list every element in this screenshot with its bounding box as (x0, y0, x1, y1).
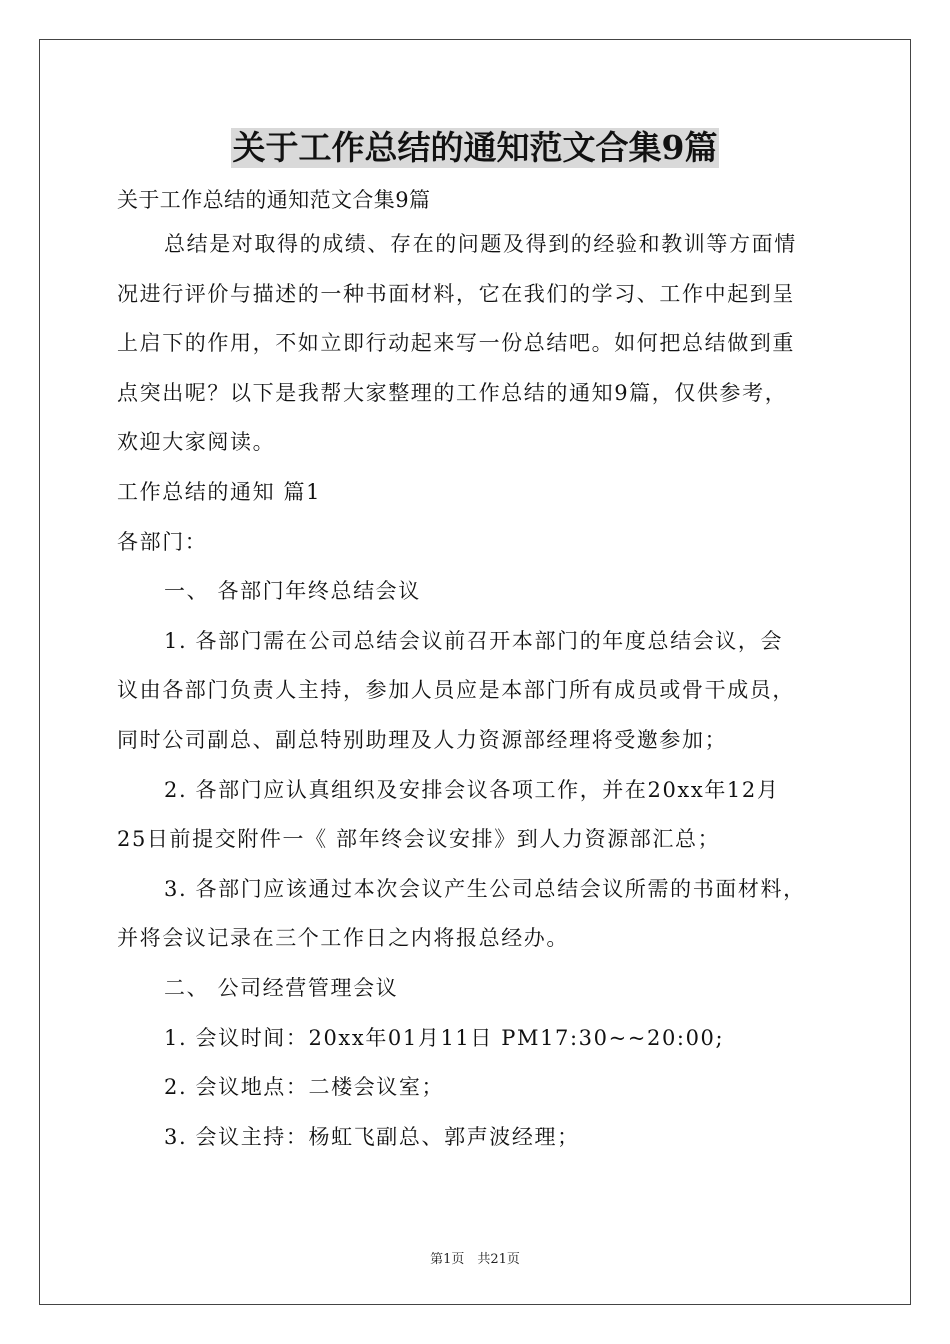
title-container (0, 128, 950, 168)
text-line: 欢迎大家阅读。 (117, 430, 276, 455)
text-line: 上启下的作用，不如立即行动起来写一份总结吧。如何把总结做到重 (117, 331, 795, 356)
text-line: 况进行评价与描述的一种书面材料，它在我们的学习、工作中起到呈 (117, 281, 795, 306)
text-line: 总结是对取得的成绩、存在的问题及得到的经验和教训等方面情 (164, 232, 797, 256)
text-line: 一、 各部门年终总结会议 (164, 579, 421, 604)
document-title: 关于工作总结的通知范文合集9篇 (232, 128, 718, 167)
text-line: 各部门： (117, 529, 208, 554)
document-subtitle: 关于工作总结的通知范文合集9篇 (117, 188, 431, 212)
document-body (117, 180, 837, 1162)
text-line: 点突出呢？以下是我帮大家整理的工作总结的通知9篇，仅供参考， (117, 380, 788, 405)
text-line: 同时公司副总、副总特别助理及人力资源部经理将受邀参加； (117, 727, 728, 752)
text-line: 二、 公司经营管理会议 (164, 975, 399, 1000)
text-line: 1. 各部门需在公司总结会议前召开本部门的年度总结会议，会 (164, 628, 784, 653)
text-line: 2. 会议地点：二楼会议室； (164, 1075, 445, 1100)
text-line: 1. 会议时间：20xx年01月11日 PM17:30~~20:00; (164, 1025, 725, 1050)
text-line: 工作总结的通知 篇1 (117, 479, 322, 504)
text-line: 2. 各部门应认真组织及安排会议各项工作，并在20xx年12月 (164, 777, 780, 802)
text-line: 3. 会议主持：杨虹飞副总、郭声波经理； (164, 1124, 580, 1149)
paragraph-lines (117, 220, 837, 1162)
text-line: 25日前提交附件一《 部年终会议安排》到人力资源部汇总； (117, 827, 721, 852)
text-line: 3. 各部门应该通过本次会议产生公司总结会议所需的书面材料， (164, 876, 806, 901)
text-line: 议由各部门负责人主持，参加人员应是本部门所有成员或骨干成员， (117, 678, 795, 703)
page-footer: 第1页 共21页 (430, 1252, 520, 1267)
text-line: 并将会议记录在三个工作日之内将报总经办。 (117, 926, 569, 951)
